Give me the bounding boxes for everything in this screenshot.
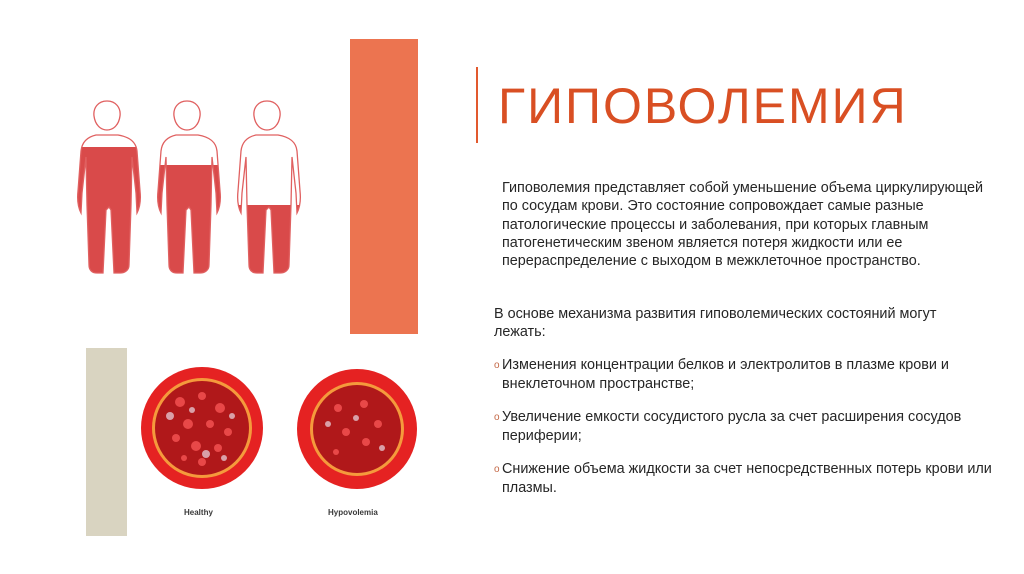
list-item-text: Снижение объема жидкости за счет непосредственных потерь крови или плазмы.: [502, 461, 992, 496]
healthy-vessel-icon: [140, 366, 265, 491]
human-figure-2: [140, 101, 240, 305]
bullet-circle-icon: o: [494, 360, 500, 371]
decorative-orange-bar: [350, 39, 418, 334]
healthy-caption: Healthy: [184, 508, 213, 517]
decorative-beige-bar: [86, 348, 127, 536]
list-item-text: Увеличение емкости сосудистого русла за счет расширения сосудов периферии;: [502, 409, 962, 444]
bullet-circle-icon: o: [494, 412, 500, 423]
human-figure-1: [60, 101, 160, 287]
human-figure-3: [220, 101, 320, 345]
hypovolemia-vessel-icon: [296, 368, 418, 490]
bullet-circle-icon: o: [494, 464, 500, 475]
title-divider: [476, 67, 478, 143]
mechanism-intro: В основе механизма развития гиповолемических состояний могут лежать:: [494, 306, 937, 341]
body-fluid-illustration: [60, 95, 330, 285]
hypovolemia-caption: Hypovolemia: [328, 508, 378, 517]
list-item: [494, 408, 992, 446]
list-item: [494, 460, 992, 498]
list-item: [494, 356, 992, 394]
list-item-text: Изменения концентрации белков и электролитов в плазме крови и внеклеточном пространстве;: [502, 357, 949, 392]
page-title: ГИПОВОЛЕМИЯ: [498, 78, 908, 134]
definition-paragraph: Гиповолемия представляет собой уменьшение объема циркулирующей по сосудам крови. Это состояние сопровождает самые разные патологические процессы и заболевания, при которых главным патогенетическим звеном является потеря жидкости или ее перераспределение с выходом в межклеточное пространство.: [502, 180, 984, 270]
